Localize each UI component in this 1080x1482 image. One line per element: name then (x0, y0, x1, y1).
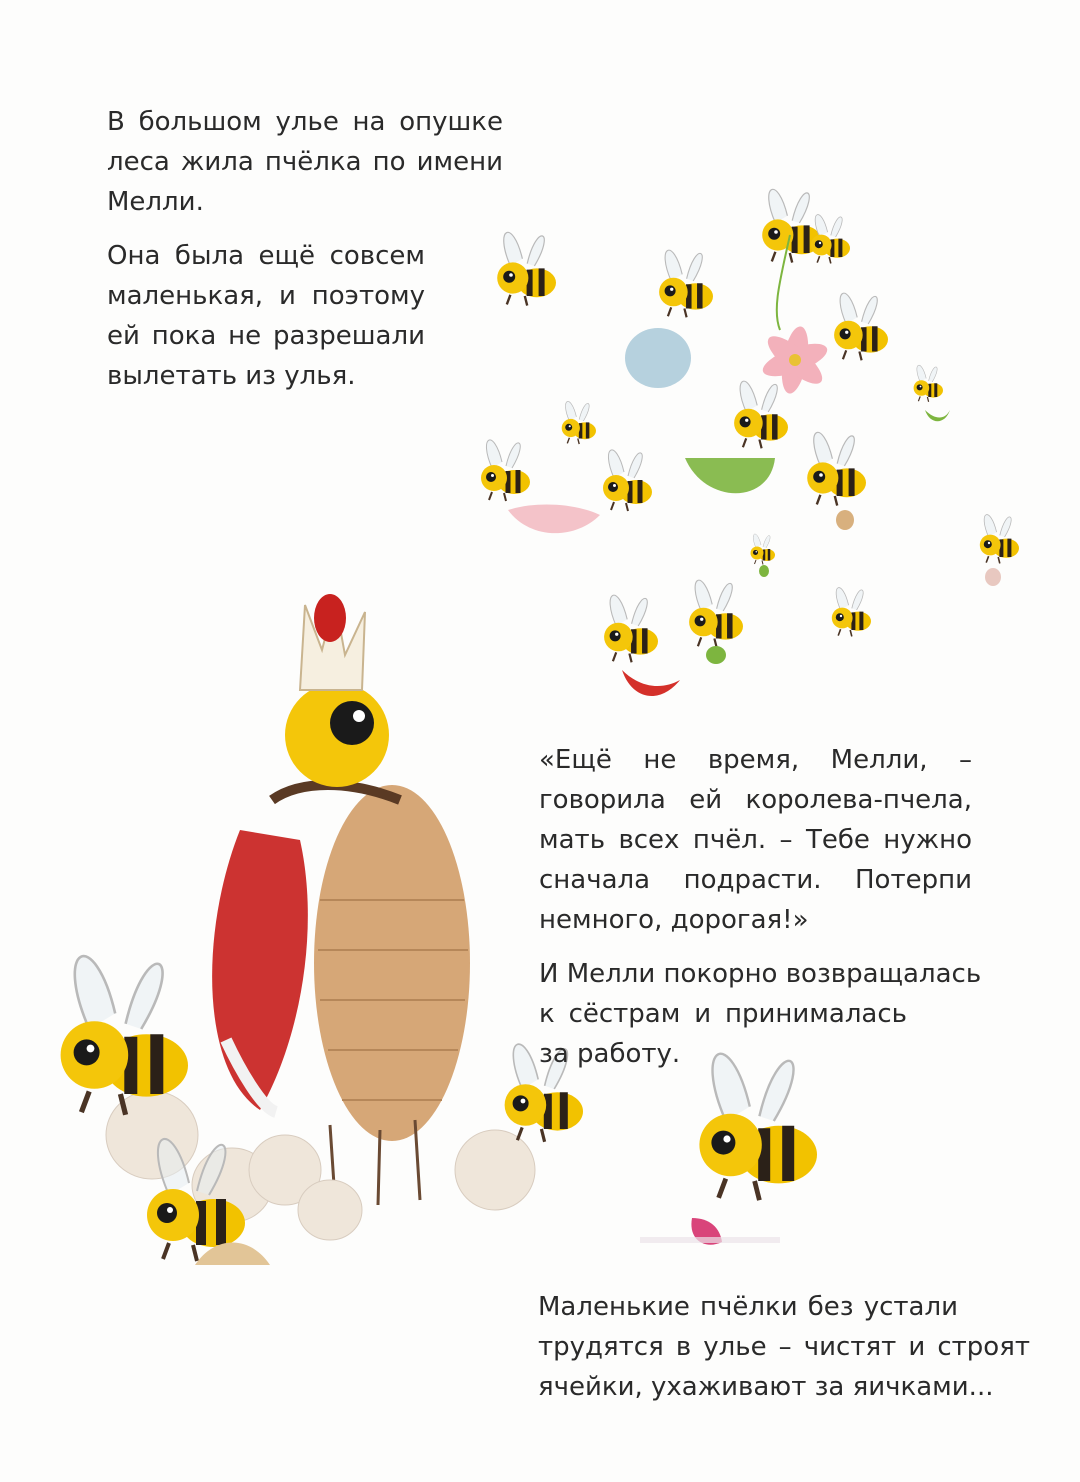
paragraph (539, 954, 982, 1074)
story-text-queen (539, 740, 982, 1088)
story-text-workers (538, 1287, 1030, 1421)
paragraph (539, 740, 972, 940)
bee-swarm (481, 189, 1019, 662)
text-line: И Мелли покорно возвращалась (539, 959, 982, 989)
text-line: сначала подрасти. Потерпи (539, 865, 972, 895)
text-line: говорила ей королева-пчела, (539, 785, 972, 815)
queen-bee (212, 594, 470, 1205)
text-line: Она была ещё совсем (107, 241, 425, 271)
paragraph (538, 1287, 1030, 1407)
text-line: ей пока не разрешали (107, 321, 425, 351)
text-line: леса жила пчёлка по имени (107, 147, 503, 177)
text-line: мать всех пчёл. – Тебе нужно (539, 825, 972, 855)
text-line: вылетать из улья. (107, 361, 356, 391)
carried-items (508, 235, 1001, 696)
paragraph (107, 102, 503, 222)
text-line: Маленькие пчёлки без устали (538, 1292, 958, 1322)
text-line: трудятся в улье – чистят и строят (538, 1332, 1030, 1362)
text-line: Мелли. (107, 187, 204, 217)
text-line: В большом улье на опушке (107, 107, 503, 137)
text-line: «Ещё не время, Мелли, – (539, 745, 972, 775)
text-line: за работу. (539, 1039, 681, 1069)
story-text-intro (107, 102, 503, 410)
text-line: маленькая, и поэтому (107, 281, 425, 311)
paragraph (107, 236, 425, 396)
text-line: к сёстрам и принималась (539, 999, 907, 1029)
text-line: ячейки, ухаживают за яичками... (538, 1372, 994, 1402)
text-line: немного, дорогая!» (539, 905, 809, 935)
